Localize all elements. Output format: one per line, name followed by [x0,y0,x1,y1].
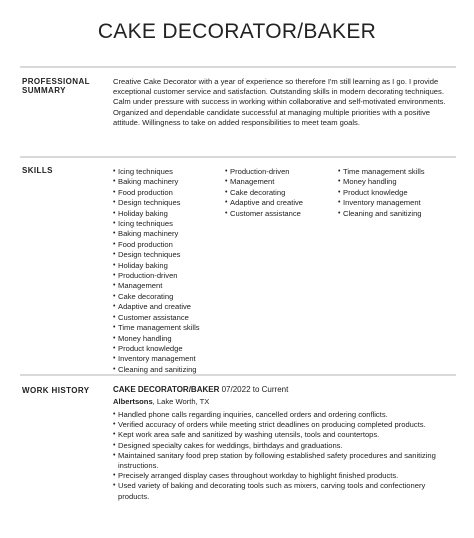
job-duties-list [113,410,451,502]
job-dates: 07/2022 to Current [221,385,289,394]
duty-item: • Precisely arranged display cases throughout workday to highlight finished products. [113,471,451,481]
skill-item: • Production-driven [225,167,303,177]
skill-item: • Money handling [338,177,425,187]
skills-list-col2 [225,167,303,219]
employer-line [113,397,209,406]
summary-title-line2: SUMMARY [22,86,66,95]
skill-item: • Holiday baking [113,261,200,271]
skill-item: • Baking machinery [113,177,200,187]
duty-item: • Kept work area safe and sanitized by washing utensils, tools and countertops. [113,430,451,440]
job-title: CAKE DECORATOR/BAKER [113,385,220,394]
summary-section-title [22,77,90,95]
section-divider-skills [20,156,456,158]
skill-item: • Icing techniques [113,219,200,229]
skill-item: • Product knowledge [338,188,425,198]
job-title-line [113,385,288,394]
skill-item: • Adaptive and creative [113,302,200,312]
duty-item: • Maintained sanitary food prep station by following established safety procedures and sanitizing instructions. [113,451,451,471]
skill-item: • Design techniques [113,198,200,208]
skill-item: • Management [225,177,303,187]
skill-item: • Management [113,281,200,291]
skills-list-col1 [113,167,200,375]
skill-item: • Product knowledge [113,344,200,354]
skill-item: • Food production [113,188,200,198]
skill-item: • Design techniques [113,250,200,260]
skill-item: • Adaptive and creative [225,198,303,208]
duty-item: • Verified accuracy of orders while meeting strict deadlines on producing completed products. [113,420,451,430]
skill-item: • Inventory management [338,198,425,208]
skill-item: • Time management skills [338,167,425,177]
skill-item: • Cleaning and sanitizing [113,365,200,375]
resume-name-heading: CAKE DECORATOR/BAKER [97,20,377,43]
summary-text: Creative Cake Decorator with a year of experience so therefore I'm still learning as I go. I provide exceptional customer service and satisfaction. Outstanding skills in modern decorating techniques. Calm under pressure with success in working within collaborative and self-motivated environments. Organized and dependable candidate successful at managing multiple priorities with a positive attitude. Willingness to take on added responsibilities to meet team goals. [113,77,446,127]
skill-item: • Cleaning and sanitizing [338,209,425,219]
skills-list-col3 [338,167,425,219]
duty-item: • Handled phone calls regarding inquiries, cancelled orders and ordering conflicts. [113,410,451,420]
skill-item: • Cake decorating [113,292,200,302]
skill-item: • Icing techniques [113,167,200,177]
duty-item: • Designed specialty cakes for weddings, birthdays and graduations. [113,441,451,451]
skill-item: • Holiday baking [113,209,200,219]
skill-item: • Time management skills [113,323,200,333]
skill-item: • Customer assistance [113,313,200,323]
skill-item: • Inventory management [113,354,200,364]
skill-item: • Cake decorating [225,188,303,198]
skill-item: • Baking machinery [113,229,200,239]
skills-section-title: SKILLS [22,166,53,175]
duty-item: • Used variety of baking and decorating tools such as mixers, carving tools and confectionery products. [113,481,451,501]
employer-name: Albertsons [113,397,153,406]
section-divider-work [20,374,456,376]
section-divider-summary [20,66,456,68]
skill-item: • Food production [113,240,200,250]
work-history-section-title: WORK HISTORY [22,386,90,395]
employer-location: , Lake Worth, TX [152,397,210,406]
skill-item: • Customer assistance [225,209,303,219]
summary-title-line1: PROFESSIONAL [22,77,90,86]
skill-item: • Money handling [113,334,200,344]
skill-item: • Production-driven [113,271,200,281]
